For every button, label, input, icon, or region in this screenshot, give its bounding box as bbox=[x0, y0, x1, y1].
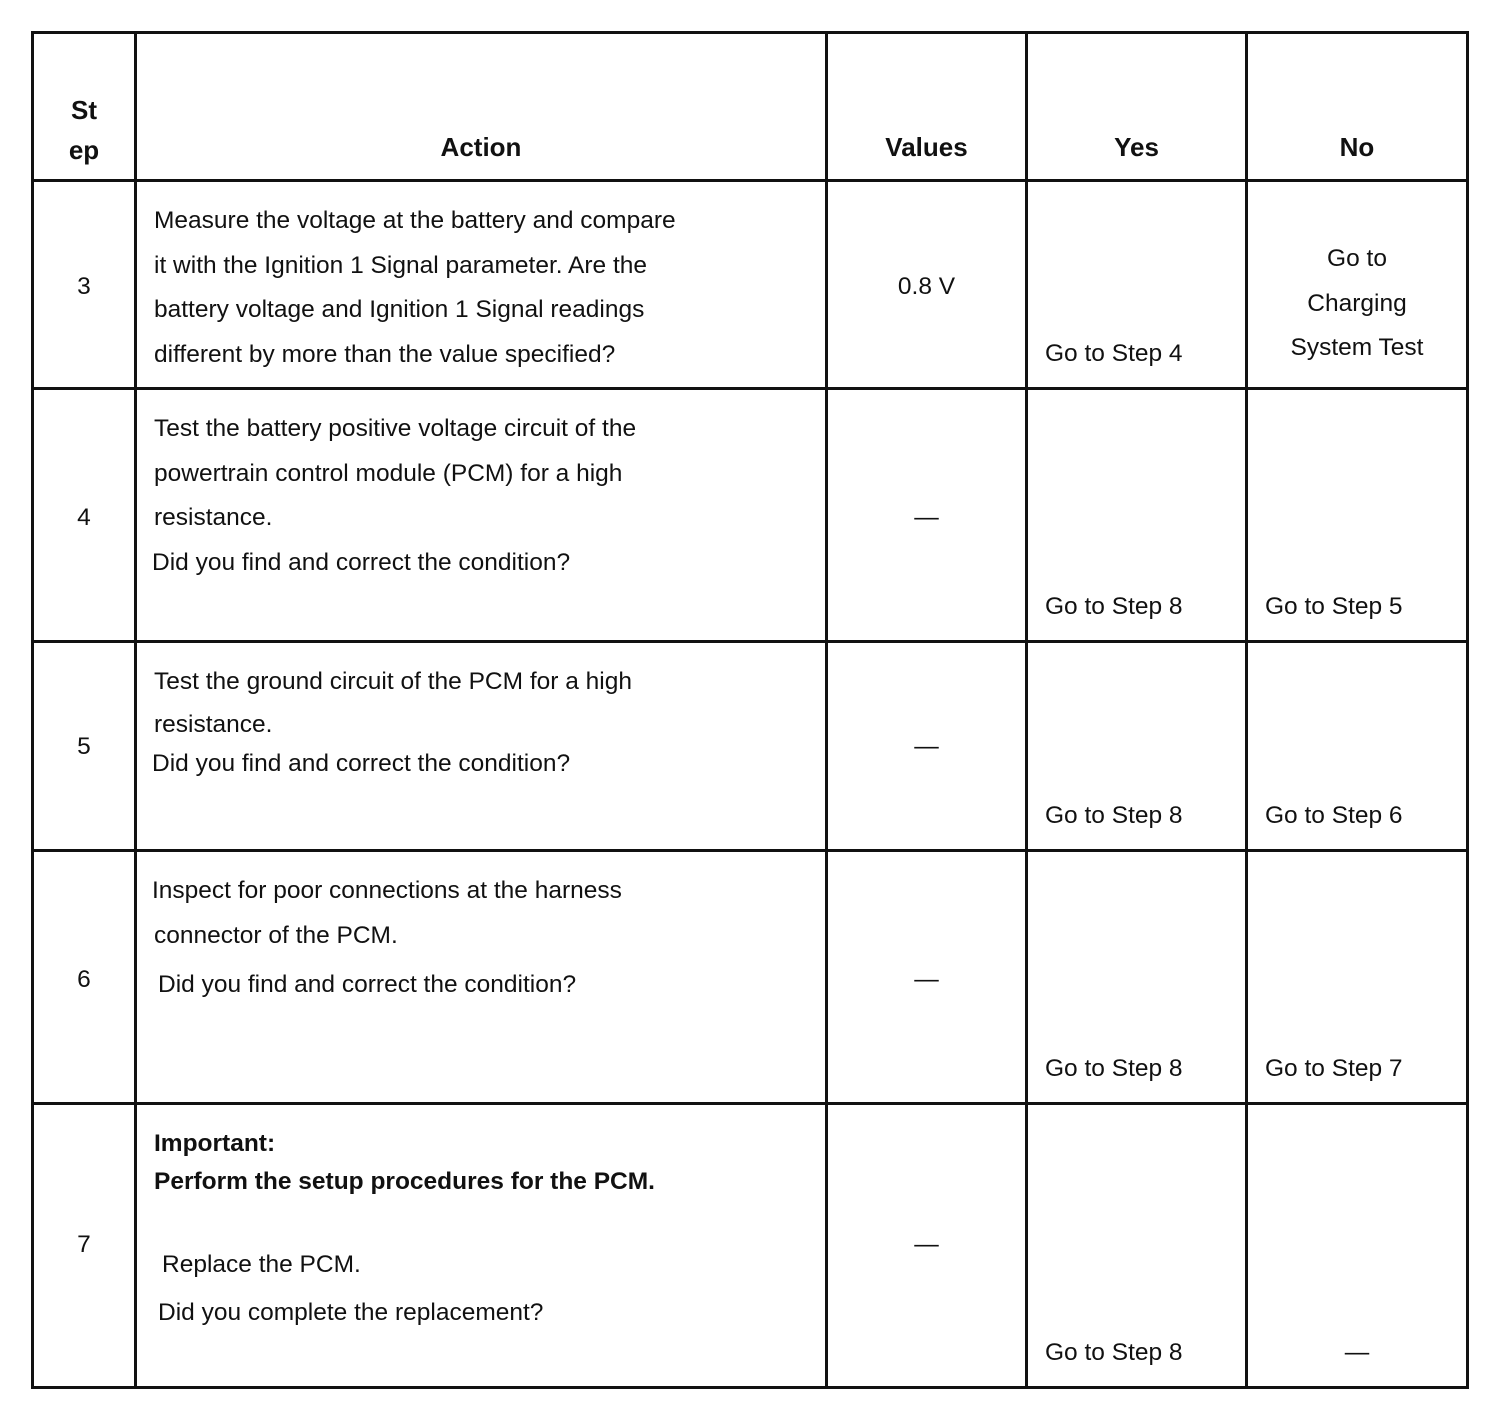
header-row bbox=[33, 33, 1468, 181]
action-cell bbox=[136, 389, 827, 642]
action-line: Did you find and correct the condition? bbox=[152, 548, 571, 576]
action-cell bbox=[136, 851, 827, 1104]
action-line: Replace the PCM. bbox=[162, 1251, 361, 1278]
value-text: — bbox=[914, 733, 939, 760]
important-label: Important: bbox=[154, 1130, 276, 1157]
yes-cell bbox=[1027, 389, 1247, 642]
step-cell bbox=[33, 642, 136, 851]
action-line: different by more than the value specified? bbox=[154, 340, 616, 368]
action-line: Inspect for poor connections at the harness bbox=[152, 877, 622, 904]
action-line: powertrain control module (PCM) for a high bbox=[154, 459, 623, 487]
yes-text: Go to Step 8 bbox=[1045, 802, 1183, 829]
header-step bbox=[33, 33, 136, 181]
step-cell bbox=[33, 1104, 136, 1388]
yes-text: Go to Step 8 bbox=[1045, 1055, 1183, 1082]
table-row bbox=[33, 181, 1468, 389]
no-text: Go to Step 5 bbox=[1265, 593, 1403, 620]
no-line: Charging bbox=[1307, 289, 1407, 317]
yes-cell bbox=[1027, 181, 1247, 389]
action-line: Did you find and correct the condition? bbox=[152, 749, 571, 777]
header-no: No bbox=[1247, 33, 1468, 181]
action-cell bbox=[136, 1104, 827, 1388]
value-text: — bbox=[914, 966, 939, 993]
no-line: Go to bbox=[1327, 245, 1387, 272]
value-cell bbox=[827, 181, 1027, 389]
step-cell bbox=[33, 851, 136, 1104]
no-text: Go to Step 6 bbox=[1265, 802, 1403, 829]
action-line: connector of the PCM. bbox=[154, 921, 398, 949]
value-cell bbox=[827, 1104, 1027, 1388]
action-line: Measure the voltage at the battery and compare bbox=[154, 207, 676, 234]
value-cell bbox=[827, 642, 1027, 851]
header-values: Values bbox=[827, 33, 1027, 181]
action-cell bbox=[136, 181, 827, 389]
yes-cell bbox=[1027, 1104, 1247, 1388]
header-action: Action bbox=[136, 33, 827, 181]
action-line: Did you complete the replacement? bbox=[158, 1299, 544, 1326]
no-cell bbox=[1247, 851, 1468, 1104]
no-line: System Test bbox=[1290, 334, 1424, 361]
step-cell bbox=[33, 389, 136, 642]
action-line: battery voltage and Ignition 1 Signal readings bbox=[154, 296, 645, 323]
table-row bbox=[33, 389, 1468, 642]
step-cell bbox=[33, 181, 136, 389]
step-number: 3 bbox=[77, 273, 91, 300]
value-cell bbox=[827, 851, 1027, 1104]
step-number: 6 bbox=[77, 966, 91, 993]
step-number: 4 bbox=[77, 504, 91, 531]
value-text: — bbox=[914, 1231, 939, 1258]
yes-cell bbox=[1027, 851, 1247, 1104]
no-cell bbox=[1247, 642, 1468, 851]
table-row bbox=[33, 1104, 1468, 1388]
no-text: — bbox=[1344, 1339, 1370, 1366]
action-line: resistance. bbox=[154, 710, 273, 738]
step-number: 7 bbox=[77, 1231, 91, 1258]
header-step-line-1: St bbox=[71, 95, 97, 125]
spacer bbox=[154, 1201, 815, 1241]
no-cell bbox=[1247, 1104, 1468, 1388]
value-text: — bbox=[914, 504, 939, 531]
yes-text: Go to Step 8 bbox=[1045, 1339, 1183, 1366]
action-line: resistance. bbox=[154, 504, 273, 531]
action-line: Test the ground circuit of the PCM for a high bbox=[154, 668, 632, 695]
yes-cell bbox=[1027, 642, 1247, 851]
value-text: 0.8 V bbox=[897, 273, 956, 300]
value-cell bbox=[827, 389, 1027, 642]
no-cell bbox=[1247, 389, 1468, 642]
no-cell bbox=[1247, 181, 1468, 389]
yes-text: Go to Step 8 bbox=[1045, 593, 1183, 620]
diagnostic-table bbox=[31, 31, 1469, 1389]
table-row bbox=[33, 642, 1468, 851]
action-cell bbox=[136, 642, 827, 851]
important-text: Perform the setup procedures for the PCM. bbox=[154, 1168, 655, 1195]
step-number: 5 bbox=[77, 733, 91, 760]
no-text bbox=[1248, 237, 1466, 371]
no-text: Go to Step 7 bbox=[1265, 1055, 1403, 1082]
header-step-line-2: ep bbox=[68, 135, 100, 165]
action-line: Test the battery positive voltage circuit of the bbox=[154, 415, 637, 442]
header-yes: Yes bbox=[1027, 33, 1247, 181]
table-row bbox=[33, 851, 1468, 1104]
action-line: Did you find and correct the condition? bbox=[158, 971, 577, 998]
yes-text: Go to Step 4 bbox=[1045, 340, 1183, 367]
action-line: it with the Ignition 1 Signal parameter. Are the bbox=[154, 251, 648, 279]
